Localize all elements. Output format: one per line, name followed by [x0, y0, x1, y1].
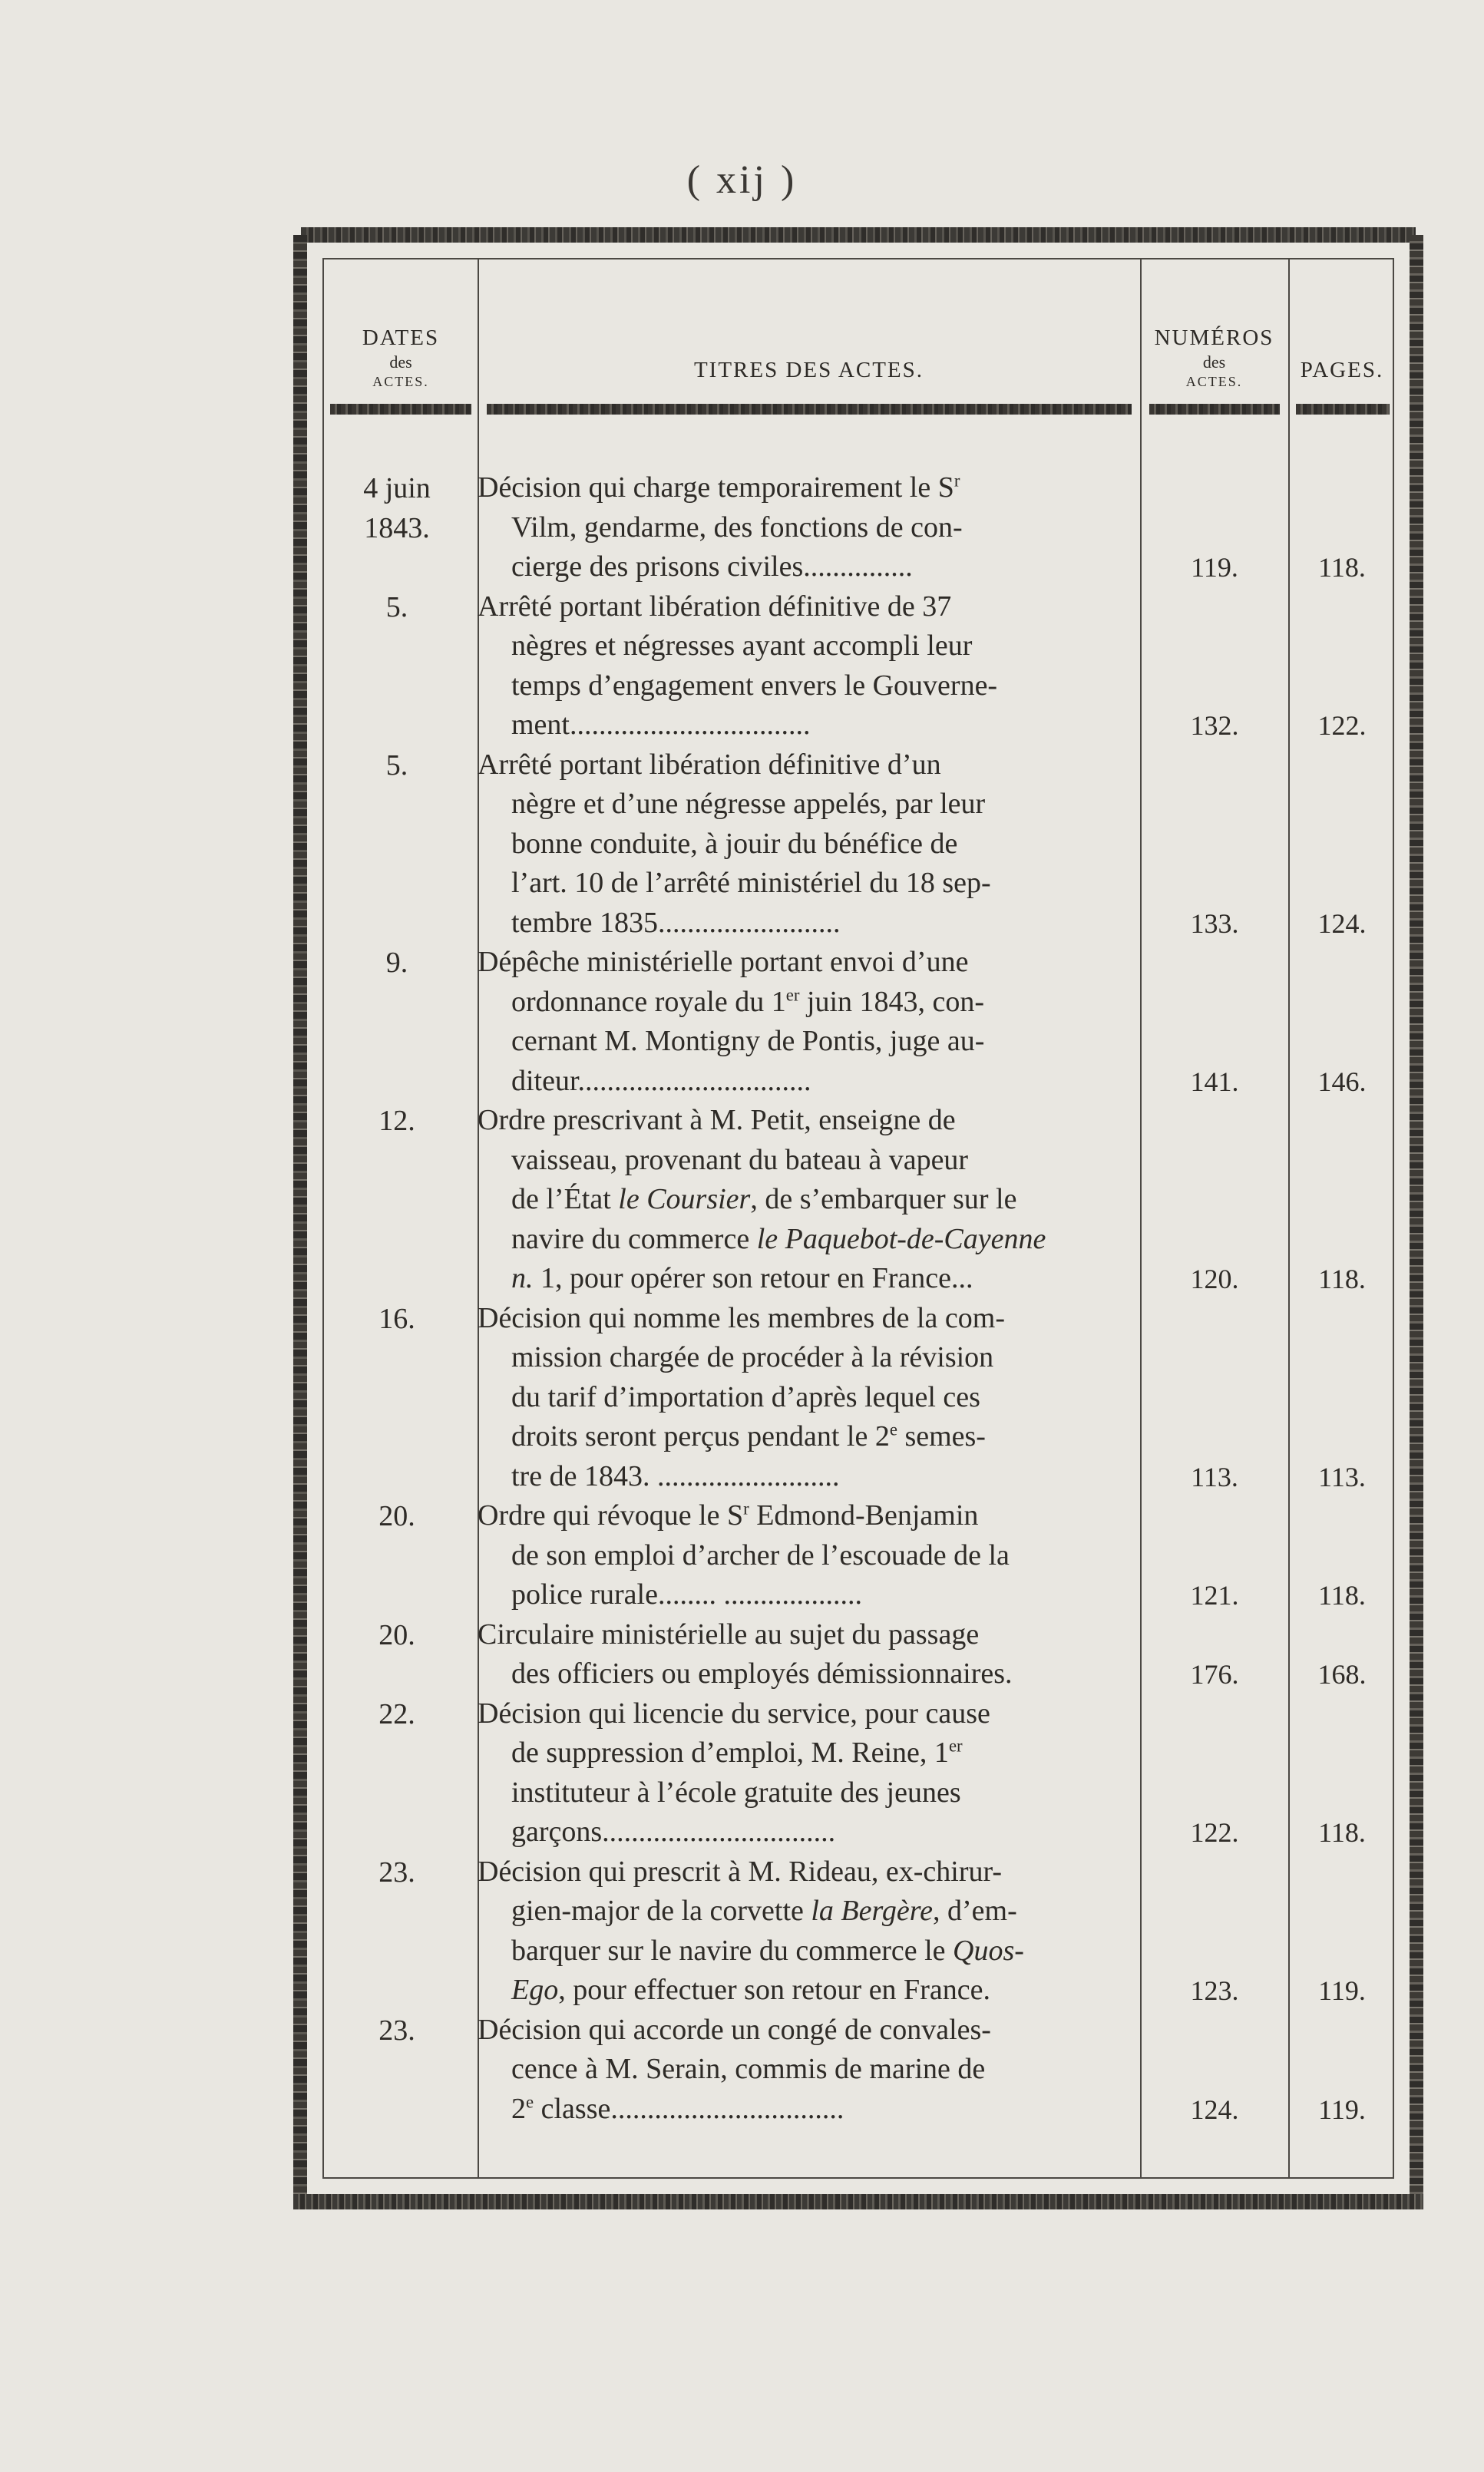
- act-title: [478, 587, 1139, 745]
- act-page: 118.: [1318, 1264, 1366, 1294]
- act-title-line: Arrêté portant libération définitive d’un: [478, 748, 941, 781]
- act-page: 122.: [1317, 710, 1367, 741]
- act-title-line: ordonnance royale du 1er juin 1843, con-: [511, 984, 985, 1018]
- act-page: 118.: [1318, 1817, 1366, 1848]
- act-number: 119.: [1191, 552, 1238, 583]
- header-rule: [1149, 404, 1280, 415]
- act-title-line: Arrêté portant libération définitive de 37: [478, 590, 952, 623]
- act-date: 16.: [378, 1302, 415, 1335]
- act-title-line: de l’État le Coursier, de s’embarquer sur le: [511, 1183, 1017, 1215]
- act-page: 118.: [1318, 1580, 1366, 1611]
- act-number: 123.: [1190, 1975, 1239, 2006]
- header-dates: [324, 324, 478, 390]
- act-title-line: Décision qui charge temporairement le $S^r$: [478, 471, 960, 504]
- table-frame: [322, 258, 1394, 2179]
- act-number: 132.: [1190, 710, 1239, 741]
- act-title-line: n. 1, pour opérer son retour en France...: [511, 1262, 973, 1294]
- header-rule: [487, 404, 1132, 415]
- act-number: 133.: [1190, 907, 1239, 939]
- act-page: 113.: [1318, 1461, 1366, 1492]
- act-date: 4 juin 1843.: [363, 472, 431, 544]
- act-title-line: temps d’engagement envers le Gouverne-: [511, 669, 998, 702]
- act-page: 119.: [1318, 2094, 1366, 2125]
- act-number: 124.: [1190, 2094, 1239, 2125]
- act-title-line: instituteur à l’école gratuite des jeunes: [511, 1776, 961, 1809]
- act-title-line: de suppression d’emploi, M. Reine, 1er: [511, 1736, 963, 1769]
- header-pages: [1288, 356, 1396, 384]
- header-numeros-line: ACTES.: [1185, 373, 1243, 389]
- act-title-line: Décision qui accorde un congé de convales-: [478, 2013, 991, 2046]
- act-title: [478, 745, 1139, 944]
- right-ornamental-border: [1410, 235, 1423, 2202]
- act-title-line: cernant M. Montigny de Pontis, juge au-: [511, 1025, 985, 1057]
- top-ornamental-rule: [301, 227, 1416, 243]
- act-title-line: Ordre qui révoque le $S^r$ Edmond-Benjamin: [478, 1499, 979, 1532]
- act-title-line: cierge des prisons civiles...............: [511, 550, 913, 583]
- act-title-line: Décision qui licencie du service, pour cause: [478, 1697, 990, 1730]
- act-page: 124.: [1317, 907, 1367, 939]
- act-date: 23.: [378, 2014, 415, 2047]
- act-title-line: barquer sur le navire du commerce le Quos-: [511, 1934, 1024, 1967]
- act-page: 119.: [1318, 1975, 1366, 2006]
- act-title: [478, 1615, 1139, 1694]
- act-title-line: police rurale........ ...................: [511, 1578, 862, 1611]
- act-title-line: Décision qui nomme les membres de la com-: [478, 1301, 1005, 1334]
- act-title: [478, 1852, 1139, 2011]
- header-dates-line: ACTES.: [372, 373, 429, 389]
- act-page: 168.: [1317, 1659, 1367, 1690]
- act-number: 121.: [1190, 1580, 1239, 1611]
- act-title: [478, 1101, 1139, 1299]
- act-number: 176.: [1190, 1659, 1239, 1690]
- act-title-line: gien-major de la corvette la Bergère, d’em-: [511, 1895, 1017, 1927]
- act-title-line: tre de 1843. .........................: [511, 1459, 840, 1492]
- act-title-line: Vilm, gendarme, des fonctions de con-: [511, 511, 963, 544]
- act-page: 146.: [1317, 1066, 1367, 1097]
- act-title-line: du tarif d’importation d’après lequel ces: [511, 1380, 980, 1413]
- act-date: 22.: [378, 1697, 415, 1730]
- header-numeros-line: des: [1202, 352, 1226, 372]
- act-date: 12.: [378, 1105, 415, 1137]
- act-date: 20.: [378, 1500, 415, 1532]
- act-title-line: droits seront perçus pendant le 2e semes-: [511, 1419, 986, 1452]
- page-number: ( xij ): [686, 158, 798, 202]
- header-titres-label: TITRES DES ACTES.: [693, 358, 924, 382]
- act-title-line: Ego, pour effectuer son retour en France.: [511, 1974, 990, 2006]
- act-title-line: des officiers ou employés démissionnaires.: [511, 1657, 1013, 1690]
- act-title-line: vaisseau, provenant du bateau à vapeur: [511, 1143, 969, 1176]
- act-date: 9.: [385, 947, 408, 979]
- header-titres: [478, 356, 1140, 384]
- header-rule: [1296, 404, 1390, 415]
- act-title-line: diteur................................: [511, 1064, 811, 1097]
- header-numeros: [1140, 324, 1288, 390]
- act-title-line: Décision qui prescrit à M. Rideau, ex-chirur-: [478, 1855, 1003, 1888]
- act-title-line: navire du commerce le Paquebot-de-Cayenne: [511, 1222, 1046, 1255]
- act-title-line: tembre 1835.........................: [511, 906, 841, 939]
- act-title-line: l’art. 10 de l’arrêté ministériel du 18 sep-: [511, 867, 991, 899]
- act-date: 23.: [378, 1856, 415, 1889]
- act-title-line: ment.................................: [511, 709, 811, 741]
- act-number: 122.: [1190, 1817, 1239, 1848]
- bottom-ornamental-rule: [293, 2194, 1423, 2209]
- act-title-line: nègres et négresses ayant accompli leur: [511, 630, 973, 662]
- header-dates-line: des: [389, 352, 412, 372]
- act-date: 5.: [385, 749, 408, 782]
- act-title: [478, 1496, 1139, 1615]
- act-title-line: nègre et d’une négresse appelés, par leur: [511, 788, 986, 820]
- left-ornamental-border: [293, 235, 307, 2202]
- act-title: [478, 2011, 1139, 2130]
- act-title-line: Circulaire ministérielle au sujet du passage: [478, 1618, 980, 1651]
- act-title: [478, 468, 1139, 587]
- act-date: 20.: [378, 1618, 415, 1651]
- act-title-line: cence à M. Serain, commis de marine de: [511, 2053, 986, 2085]
- act-number: 113.: [1191, 1461, 1238, 1492]
- table-of-acts: [293, 227, 1423, 2209]
- header-pages-label: PAGES.: [1300, 358, 1384, 382]
- act-title-line: Dépêche ministérielle portant envoi d’une: [478, 946, 969, 978]
- act-title-line: garçons................................: [511, 1816, 836, 1848]
- act-title-line: de son emploi d’archer de l’escouade de la: [511, 1538, 1010, 1571]
- act-date: 5.: [385, 590, 408, 623]
- act-title-line: Ordre prescrivant à M. Petit, enseigne de: [478, 1104, 956, 1136]
- act-number: 141.: [1190, 1066, 1239, 1097]
- act-title-line: bonne conduite, à jouir du bénéfice de: [511, 827, 958, 860]
- header-dates-line: DATES: [362, 326, 440, 350]
- header-numeros-line: NUMÉROS: [1154, 326, 1274, 350]
- act-title: [478, 943, 1139, 1101]
- act-number: 120.: [1190, 1264, 1239, 1294]
- act-title: [478, 1299, 1139, 1497]
- act-title-line: 2e classe................................: [511, 2091, 844, 2125]
- header-rule: [330, 404, 471, 415]
- act-title-line: mission chargée de procéder à la révision: [511, 1341, 994, 1373]
- act-title: [478, 1694, 1139, 1852]
- act-page: 118.: [1318, 552, 1366, 583]
